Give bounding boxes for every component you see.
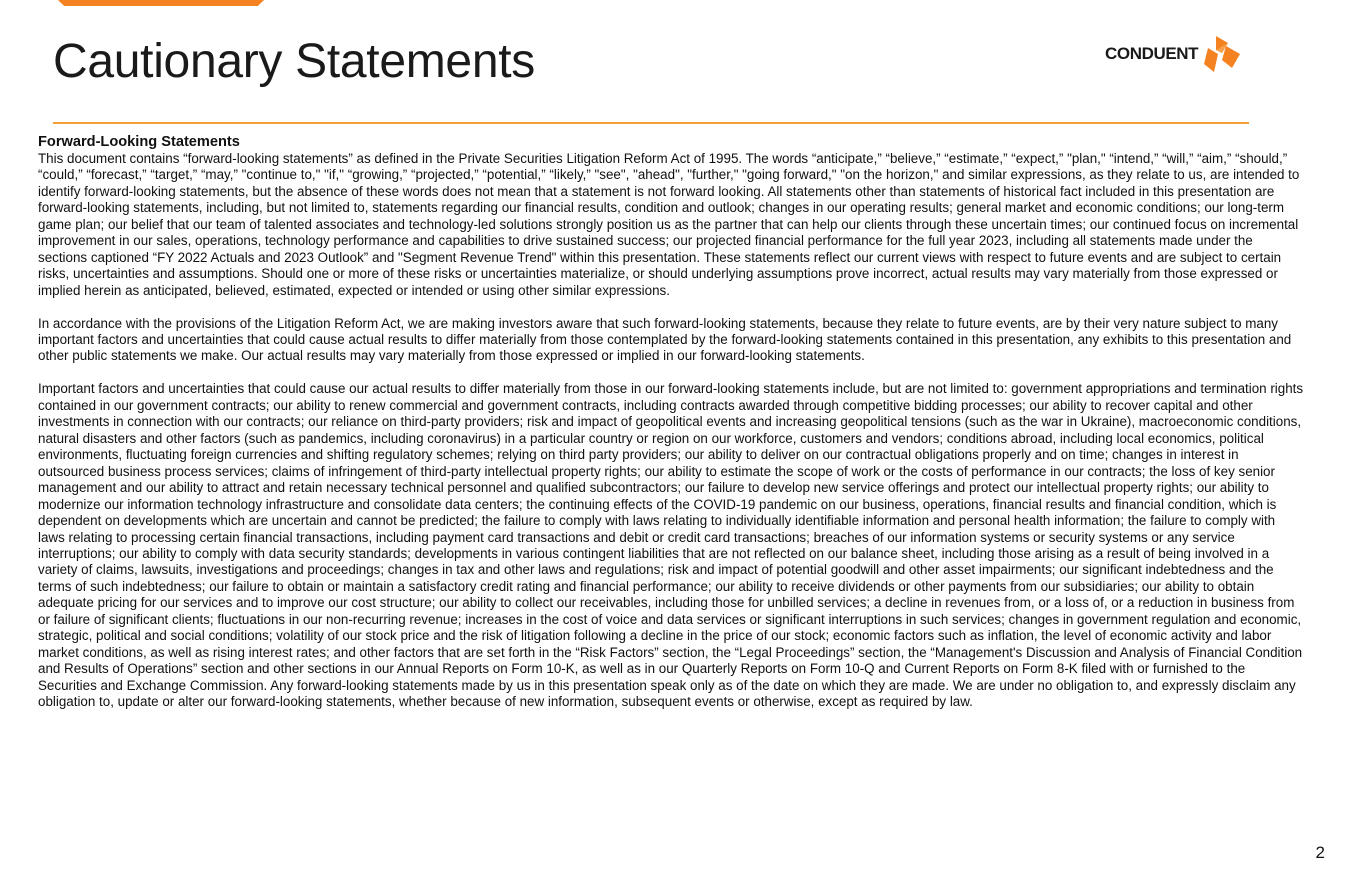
- page-number: 2: [1315, 843, 1325, 862]
- section-heading: Forward-Looking Statements: [38, 134, 240, 150]
- conduent-logo: [1105, 34, 1255, 74]
- paragraph-risk-factors: Important factors and uncertainties that could cause our actual results to differ materially from those in our forward-looking statements include, but are not limited to: government appropriations and termination rights contained in our government contracts; our ability to renew commercial and government contracts, including contracts awarded through competitive bidding processes; our ability to recover capital and other investments in connection with our contracts; our reliance on third-party providers; risk and impact of geopolitical events and increasing geopolitical tensions (such as the war in Ukraine), macroeconomic conditions, natural disasters and other factors (such as pandemics, including coronavirus) in a particular country or region on our workforce, customers and vendors; conditions abroad, including local economics, political environments, fluctuating foreign currencies and shifting regulatory schemes; relying on third party providers; our ability to deliver on our contractual obligations properly and on time; changes in interest in outsourced business process services; claims of infringement of third-party intellectual property rights; our ability to estimate the scope of work or the costs of performance in our contracts; the loss of key senior management and our ability to attract and retain necessary technical personnel and qualified subcontractors; our failure to develop new service offerings and protect our intellectual property rights; our ability to modernize our information technology infrastructure and consolidate data centers; the continuing effects of the COVID-19 pandemic on our business, operations, financial results and financial condition, which is dependent on developments which are uncertain and cannot be predicted; the failure to comply with laws relating to individually identifiable information and personal health information; the failure to comply with laws relating to processing certain financial transactions, including payment card transactions and debit or credit card transactions; breaches of our information systems or security systems or any service interruptions; our ability to comply with data security standards; developments in various contingent liabilities that are not reflected on our balance sheet, including those arising as a result of being involved in a variety of claims, lawsuits, investigations and proceedings; changes in tax and other laws and regulations; risk and impact of potential goodwill and other asset impairments; our significant indebtedness and the terms of such indebtedness; our failure to obtain or maintain a satisfactory credit rating and financial performance; our ability to receive dividends or other payments from our subsidiaries; our ability to obtain adequate pricing for our services and to improve our cost structure; our ability to collect our receivables, including those for unbilled services; a decline in revenues from, or a loss of, or a reduction in business from or failure of significant clients; fluctuations in our non-recurring revenue; increases in the cost of voice and data services or significant interruptions in such services; changes in government regulation and economic, strategic, political and social conditions; volatility of our stock price and the risk of litigation following a decline in the price of our stock; economic factors such as inflation, the level of economic activity and labor market conditions, as well as rising interest rates; and other factors that are set forth in the “Risk Factors” section, the “Legal Proceedings” section, the “Management's Discussion and Analysis of Financial Condition and Results of Operations” section and other sections in our Annual Reports on Form 10-K, as well as in our Quarterly Reports on Form 10-Q and Current Reports on Form 8-K filed with or furnished to the Securities and Exchange Commission. Any forward-looking statements made by us in this presentation speak only as of the date on which they are made. We are under no obligation to, and expressly disclaim any obligation to, update or alter our forward-looking statements, whether because of new information, subsequent events or otherwise, except as required by law.: [38, 381, 1304, 710]
- paragraph-litigation-reform: In accordance with the provisions of the Litigation Reform Act, we are making investors aware that such forward-looking statements, because they relate to future events, are by their very nature subject to many important factors and uncertainties that could cause actual results to differ materially from those contemplated by the forward-looking statements contained in this presentation, any exhibits to this presentation and other public statements we make. Our actual results may vary materially from those expressed or implied in our forward-looking statements.: [38, 315, 1292, 364]
- title-divider: [53, 122, 1249, 124]
- paragraph-definition: This document contains “forward-looking statements” as defined in the Private Securities Litigation Reform Act of 1995. The words “anticipate,” “believe,” “estimate,” “expect,” "plan," “intend,” “will,” “aim,” “should,” “could,” “forecast,” “target,” “may,” "continue to," "if," “growing,” “projected,” “potential,” “likely,” "see", "ahead", "further," "going forward," "on the horizon," and similar expressions, as they relate to us, are intended to identify forward-looking statements, but the absence of these words does not mean that a statement is not forward looking. All statements other than statements of historical fact included in this presentation are forward-looking statements, including, but not limited to, statements regarding our financial results, condition and outlook; changes in our operating results; general market and economic conditions; our long-term game plan; our belief that our team of talented associates and technology-led solutions strongly position us as the partner that can help our clients through these uncertain times; our continued focus on incremental improvement in our sales, operations, technology performance and capabilities to drive sustained success; our projected financial performance for the full year 2023, including all statements made under the sections captioned “FY 2022 Actuals and 2023 Outlook” and "Segment Revenue Trend" within this presentation. These statements reflect our current views with respect to future events and are subject to certain risks, uncertainties and assumptions. Should one or more of these risks or uncertainties materialize, or should underlying assumptions prove incorrect, actual results may vary materially from those expressed or implied herein as anticipated, believed, estimated, expected or intended or using other similar expressions.: [38, 151, 1300, 298]
- top-accent-bar: [58, 0, 264, 6]
- page-title: Cautionary Statements: [53, 35, 535, 88]
- logo-mark-icon: [1202, 34, 1242, 74]
- forward-looking-statements-section: [38, 133, 1304, 727]
- logo-wordmark: CONDUENT: [1105, 44, 1199, 63]
